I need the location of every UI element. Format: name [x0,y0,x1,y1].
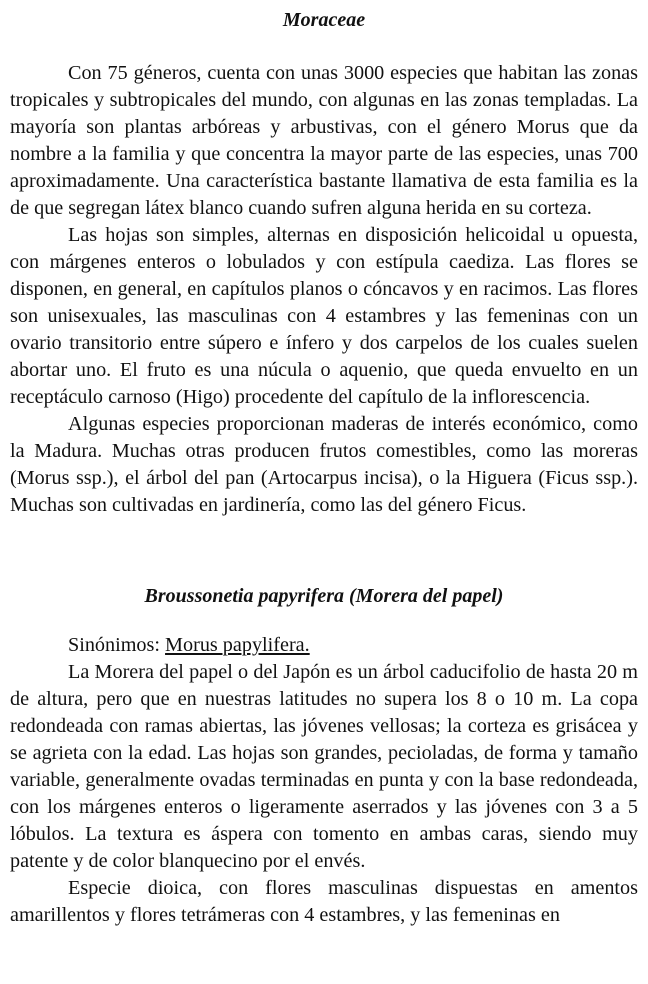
paragraph-moraceae-uses: Algunas especies proporcionan maderas de interés económico, como la Madura. Muchas otras producen frutos comestibles, como las moreras (Morus ssp.), el árbol del pan (Artocarpus incisa), o la Higuera (Ficus ssp.). Muchas son cultivadas en jardinería, como las del género Ficus. [10,413,638,516]
section-moraceae-body [10,60,638,519]
synonyms-value: Morus papylifera. [165,634,310,656]
paragraph-broussonetia-description: La Morera del papel o del Japón es un árbol caducifolio de hasta 20 m de altura, pero que en nuestras latitudes no supera los 8 o 10 m. La copa redondeada con ramas abiertas, las jóvenes vellosas; la corteza es grisácea y se agrieta con la edad. Las hojas son grandes, pecioladas, de forma y tamaño variable, generalmente ovadas terminadas en punta y con la base redondeada, con los márgenes enteros o ligeramente aserrados y las jóvenes con 3 a 5 lóbulos. La textura es áspera con tomento en ambas caras, siendo muy patente y de color blanquecino por el envés. [10,661,638,872]
paragraph-broussonetia-flowers: Especie dioica, con flores masculinas dispuestas en amentos amarillentos y flores tetrámeras con 4 estambres, y las femeninas en [10,877,638,926]
paragraph-moraceae-leaves-flowers: Las hojas son simples, alternas en disposición helicoidal u opuesta, con márgenes enteros o lobulados y con estípula caediza. Las flores se disponen, en general, en capítulos planos o cóncavos y en racimos. Las flores son unisexuales, las masculinas con 4 estambres y las femeninas con un ovario transitorio entre súpero e ínfero y dos carpelos de los cuales suelen abortar uno. El fruto es una núcula o aquenio, que queda envuelto en un receptáculo carnoso (Higo) procedente del capítulo de la inflorescencia. [10,224,638,408]
section-spacer [10,519,638,582]
synonyms-label: Sinónimos: [68,634,160,656]
synonyms-line [10,632,638,659]
document-page [10,8,638,929]
paragraph-moraceae-intro: Con 75 géneros, cuenta con unas 3000 especies que habitan las zonas tropicales y subtropicales del mundo, con algunas en las zonas templadas. La mayoría son plantas arbóreas y arbustivas, con el género Morus que da nombre a la familia y que concentra la mayor parte de las especies, unas 700 aproximadamente. Una característica bastante llamativa de esta familia es la de que segregan látex blanco cuando sufren alguna herida en su corteza. [10,62,638,219]
section-title-moraceae: Moraceae [282,9,366,31]
section-title-broussonetia: Broussonetia papyrifera (Morera del papel) [144,585,504,607]
